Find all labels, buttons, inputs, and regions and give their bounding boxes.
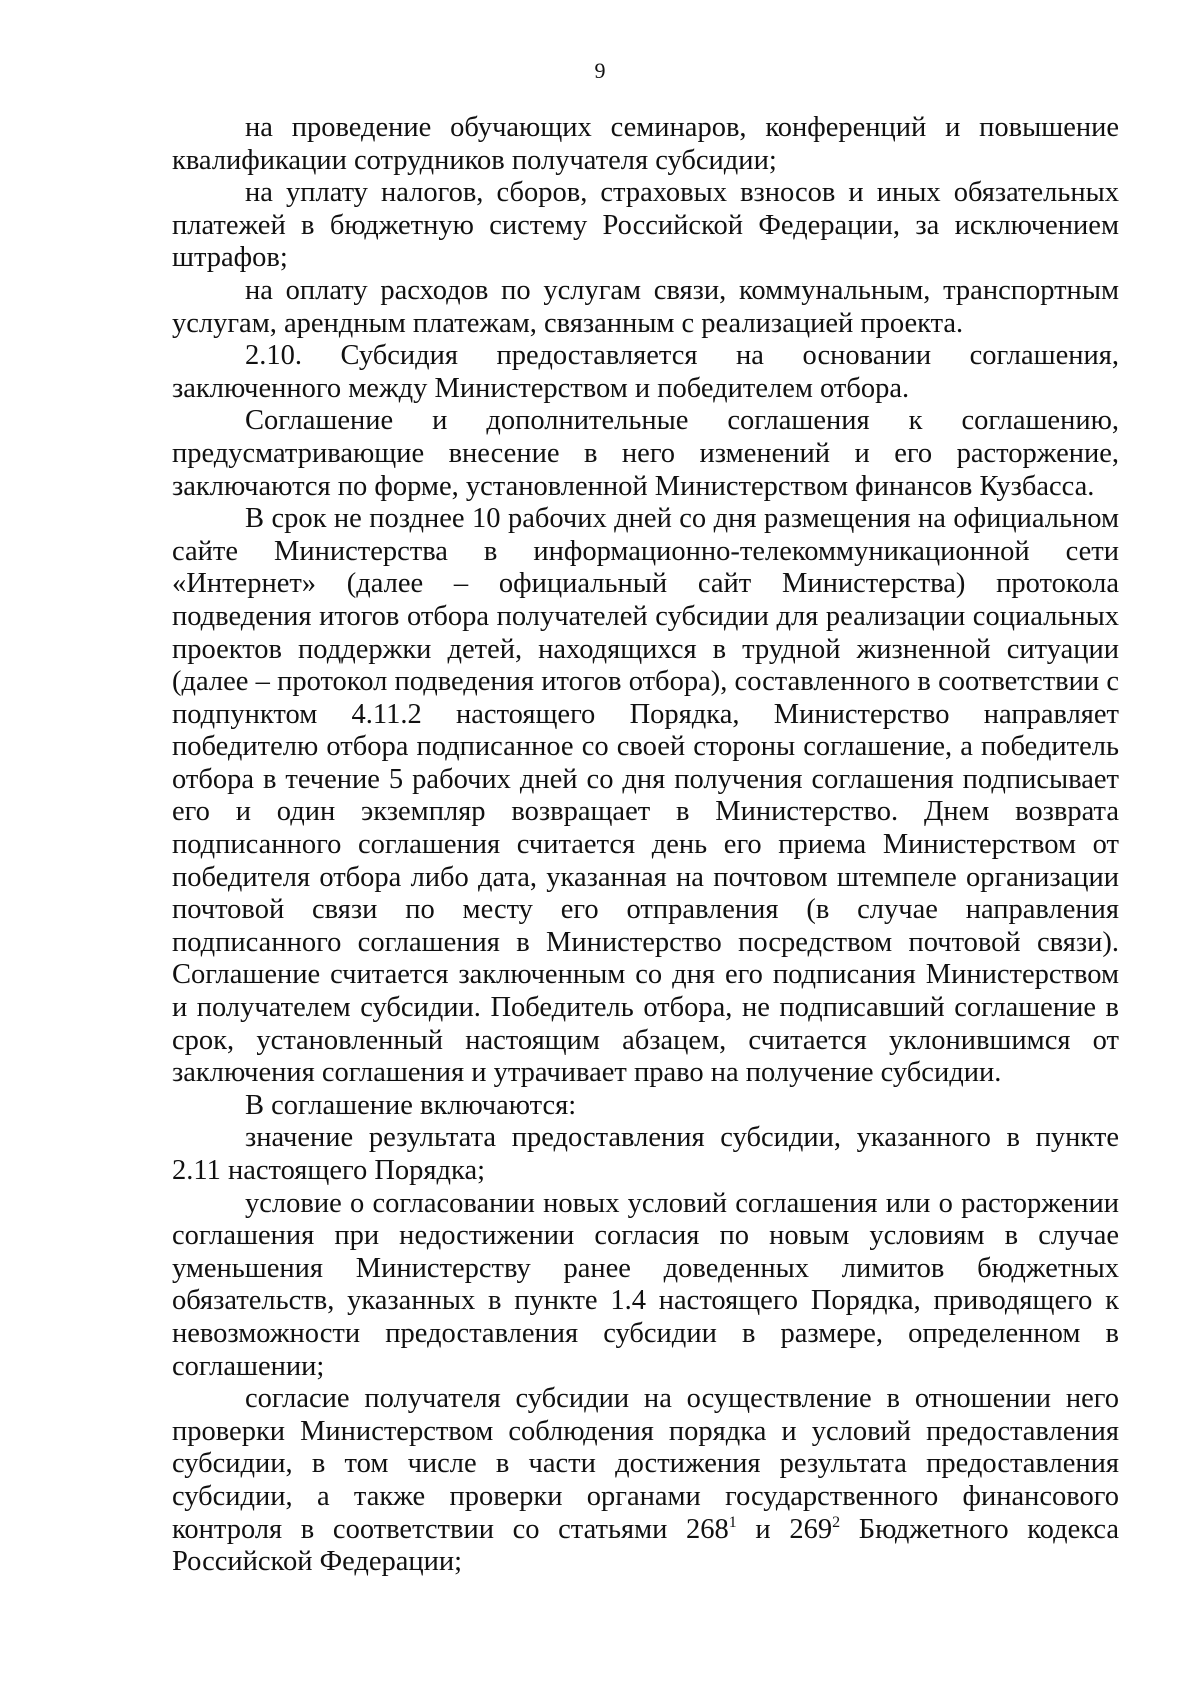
paragraph-text: и 269 [736, 1513, 833, 1545]
paragraph-with-footnote-refs [172, 1383, 1119, 1579]
document-body [172, 112, 1119, 1579]
paragraph: значение результата предоставления субсидии, указанного в пункте 2.11 настоящего Порядка; [172, 1122, 1119, 1186]
paragraph: 2.10. Субсидия предоставляется на основании соглашения, заключенного между Министерством и победителем отбора. [172, 340, 1119, 404]
paragraph: на оплату расходов по услугам связи, коммунальным, транспортным услугам, арендным платежам, связанным с реализацией проекта. [172, 274, 1119, 339]
paragraph-text: Бюджетного кодекса Российской Федерации; [172, 1513, 1120, 1578]
paragraph: условие о согласовании новых условий соглашения или о расторжении соглашения при недостижении согласия по новым условиям в случае уменьшения Министерству ранее доведенных лимитов бюджетных обязательств, указанных в пункте 1.4 настоящего Порядка, приводящего к невозможности предоставления субсидии в размере, определенном в соглашении; [172, 1187, 1119, 1382]
superscript: 2 [832, 1513, 841, 1531]
paragraph-text: согласие получателя субсидии на осуществление в отношении него проверки Министерством соблюдения порядка и условий предоставления субсидии, в том числе в части достижения результата предоставления субсидии, а также проверки органами государственного финансового контроля в соответствии со статьями 268 [172, 1383, 1119, 1545]
paragraph: Соглашение и дополнительные соглашения к соглашению, предусматривающие внесение в него изменений и его расторжение, заключаются по форме, установленной Министерством финансов Кузбасса. [172, 405, 1119, 502]
paragraph: на уплату налогов, сборов, страховых взносов и иных обязательных платежей в бюджетную систему Российской Федерации, за исключением штрафов; [172, 177, 1119, 274]
page-number: 9 [594, 58, 606, 83]
superscript: 1 [728, 1513, 737, 1531]
paragraph: В срок не позднее 10 рабочих дней со дня размещения на официальном сайте Министерства в информационно-телекоммуникационной сети «Интернет» (далее – официальный сайт Министерства) протокола подведения итогов отбора получателей субсидии для реализации социальных проектов поддержки детей, находящихся в трудной жизненной ситуации (далее – протокол подведения итогов отбора), составленного в соответствии с подпунктом 4.11.2 настоящего Порядка, Министерство направляет победителю отбора подписанное со своей стороны соглашение, а победитель отбора в течение 5 рабочих дней со дня получения соглашения подписывает его и один экземпляр возвращает в Министерство. Днем возврата подписанного соглашения считается день его приема Министерством от победителя отбора либо дата, указанная на почтовом штемпеле организации почтовой связи по месту его отправления (в случае направления подписанного соглашения в Министерство посредством почтовой связи). Соглашение считается заключенным со дня его подписания Министерством и получателем субсидии. Победитель отбора, не подписавший соглашение в срок, установленный настоящим абзацем, считается уклонившимся от заключения соглашения и утрачивает право на получение субсидии. [172, 503, 1119, 1089]
paragraph: на проведение обучающих семинаров, конференций и повышение квалификации сотрудников получателя субсидии; [172, 112, 1119, 176]
paragraph: В соглашение включаются: [245, 1089, 577, 1121]
